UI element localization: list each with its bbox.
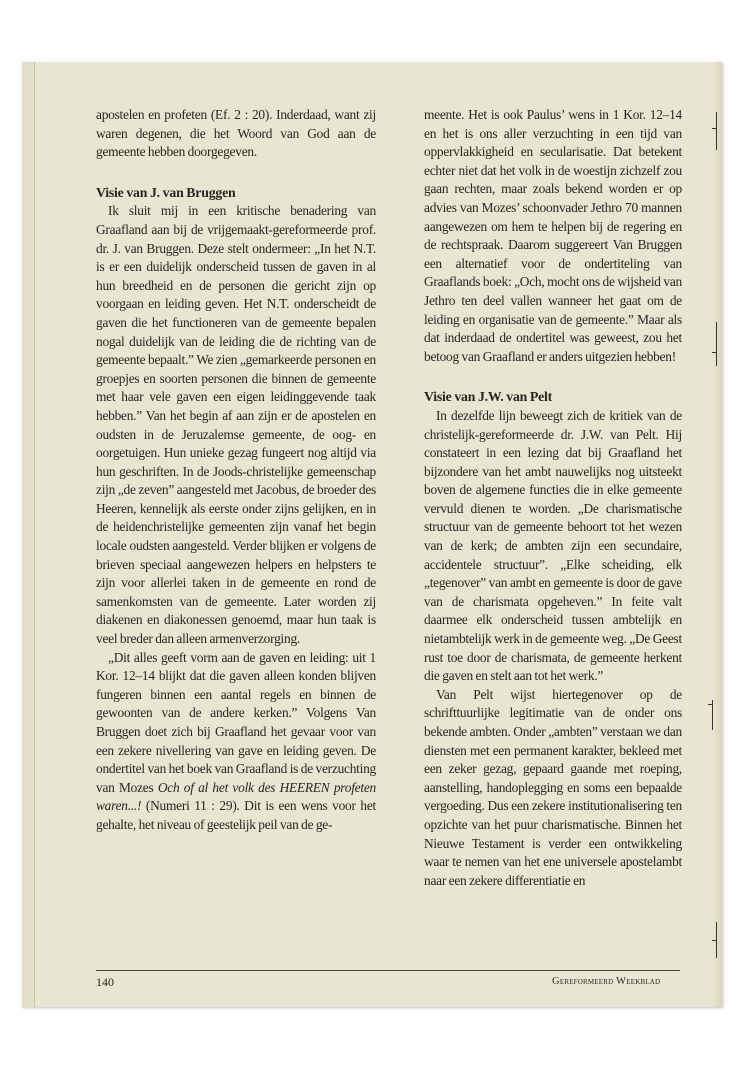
running-title: Gereformeerd Weekblad (552, 976, 661, 987)
paragraph-text: (Numeri 11 : 29). Dit is een wens voor het gehalte, het niveau of geestelijk peil van de ge- (96, 798, 376, 832)
margin-tick (712, 940, 717, 941)
page-number: 140 (96, 975, 114, 989)
margin-mark (716, 112, 717, 150)
margin-tick (712, 352, 717, 353)
left-column (96, 106, 376, 835)
paragraph: Van Pelt wijst hiertegenover op de schrifttuurlijke legitimatie van de onder ons bekende ambten. Onder „ambten” verstaan we dan diensten met een permanent karakter, bekleed met een zeker gezag, gepaard gaande met roeping, aanstelling, handoplegging en soms een bepaalde vergoeding. Dus een zekere institutionalisering ten opzichte van het puur charismatische. Binnen het Nieuwe Testament is verder een ontwikkeling waar te nemen van het ene universele apostelambt naar een zekere differentiatie en (424, 686, 682, 888)
footer-rule (96, 970, 680, 971)
paragraph: apostelen en profeten (Ef. 2 : 20). Inderdaad, want zij waren degenen, die het Woord van God aan de gemeente hebben doorgegeven. (96, 107, 376, 160)
right-column (424, 106, 682, 890)
section-heading: Visie van J.W. van Pelt (424, 389, 553, 405)
paragraph: Ik sluit mij in een kritische benadering van Graafland aan bij de vrijgemaakt-gereformeerde prof. dr. J. van Bruggen. Deze stelt ondermeer: „In het N.T. is er een duidelijk onderscheid tussen de gaven in al hun breedheid en de personen die gericht zijn op voorgaan en leiding geven. Het N.T. onderscheidt de gaven die het functioneren van de gemeente bepalen nogal duidelijk van de leiding die de richting van de gemeente bepaalt.” We zien „gemarkeerde personen en groepjes en soorten personen die binnen de gemeente met haar vele gaven een eigen leidinggevende taak hebben.” Van het begin af aan zijn er de apostelen en oudsten in de Jeruzalemse gemeente, de oog- en oorgetuigen. Hun unieke gezag fungeert nog altijd via hun geschriften. In de Joods-christelijke gemeenschap zijn „de zeven” aangesteld met Jacobus, de broeder des Heeren, kennelijk als eerste onder zijns gelijken, en in de heidenchristelijke gemeenten zijn vanaf het begin locale oudsten aangesteld. Verder blijken er volgens de brieven speciaal aangewezen helpers en helpsters te zijn voor allerlei taken in de gemeente en rond de samenkomsten van de gemeente. Later worden zij diakenen en diakonessen genoemd, maar hun taak is veel breder dan alleen armenverzorging. (96, 203, 376, 647)
page-right-margin (712, 62, 722, 1007)
book-page-edges (22, 62, 35, 1007)
italic-quote: Och of al het volk des HEEREN profeten waren...! (96, 779, 376, 814)
margin-mark (716, 322, 717, 366)
paragraph: In dezelfde lijn beweegt zich de kritiek van de christelijk-gereformeerde dr. J.W. van Pelt. Hij constateert in een lezing dat bij Graafland het bijzondere van het ambt nauwelijks nog uitsteekt boven de algemene functies die in elke gemeente vervuld dienen te worden. „De charismatische structuur van de gemeente behoort tot het wezen van de kerk; de ambten zijn een secundaire, accidentele structuur”. „Elke scheiding, elk „tegenover” van ambt en gemeente is door de gave van de charismata opgeheven.” In feite valt daarmee elk onderscheid tussen ambtelijk en nietambtelijk werk in de gemeente weg. „De Geest rust toe door de charismata, de gemeente herkent die gaven en stelt aan tot het werk.” (424, 407, 682, 684)
paragraph-text: „Dit alles geeft vorm aan de gaven en leiding: uit 1 Kor. 12–14 blijkt dat die gaven alleen konden blijven fungeren binnen een aantal regels en binnen de gewoonten van de andere kerken.” Volgens Van Bruggen doet zich bij Graafland het gevaar voor van een zekere nivellering van gave en leiding geven. De ondertitel van het boek van Graafland is de verzuchting van Mozes (96, 649, 376, 795)
margin-tick (712, 128, 717, 129)
margin-tick (708, 704, 713, 705)
paragraph: meente. Het is ook Paulus’ wens in 1 Kor. 12–14 en het is ons aller verzuchting in een tijd van oppervlakkigheid en secularisatie. Dat betekent echter niet dat het volk in de woestijn zichzelf zou gaan rechten, maar zoals bekend worden er op advies van Mozes’ schoonvader Jethro 70 mannen aangewezen om hem te helpen bij de regering en de rechtspraak. Daarom suggereert Van Bruggen een alternatief voor de ondertiteling van Graaflands boek: „Och, mocht ons de wijsheid van Jethro ten deel vallen wanneer het gaat om de leiding en organisatie van de gemeente.” Maar als dat inderdaad de ondertitel was geweest, zou het betoog van Graafland er anders uitgezien hebben! (424, 107, 682, 364)
section-heading: Visie van J. van Bruggen (96, 184, 236, 200)
paragraph (96, 649, 376, 835)
